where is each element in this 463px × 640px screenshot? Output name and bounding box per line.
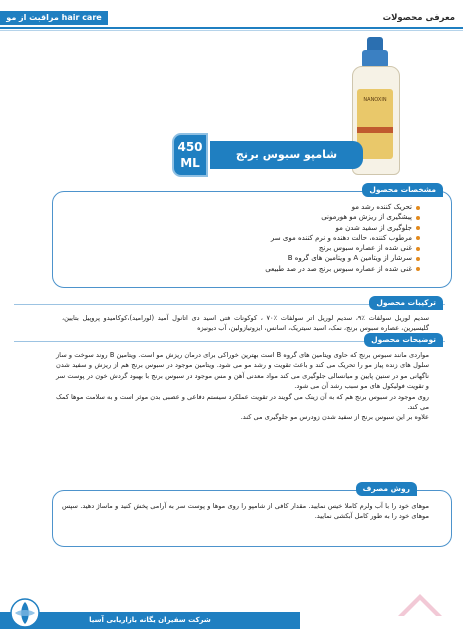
features-list-container bbox=[91, 202, 421, 274]
description-paragraph: مواردی مانند سبوس برنج که حاوی ویتامین های گروه B است بهترین خوراکی برای درمان ریزش مو است. ویتامین B روند سوخت و ساز سلول های زنده پیاز مو را تحریک می کند و باعث تقویت و رشد مو می شود. ویتامین موجود در سبوس برنج هم از ریزش و سفید شدن ناگهانی مو در سنین پایین و میانسالی جلوگیری می کند مواد معدنی آهن و مس موجود در سبوس برنج با بهبود گردش خون در پوست سر و تقویت فولیکول های مو سبب رشد آن می شود. bbox=[56, 351, 429, 391]
volume-badge bbox=[172, 133, 208, 177]
header-section-title: معرفی محصولات bbox=[382, 13, 455, 23]
feature-item: پیشگیری از ریزش مو هورمونی bbox=[91, 212, 421, 222]
ingredients-text: سدیم لوریل سولفات ٪۹، سدیم لوریل اتر سولفات ٪۷۰ ، کوکونات فتی اسید دی اتانول آمید (لورامید)،کوکامیدو پروپیل بتایین، گلیسیرین، عصاره سبوس برنج، نمک، اسید سیتریک، اسانس، ایزوتیازولین، آب دیونیزه bbox=[62, 314, 429, 333]
bottle-cap bbox=[367, 37, 383, 51]
description-title: توضیحات محصول bbox=[364, 333, 443, 347]
features-list bbox=[91, 202, 421, 274]
usage-text: موهای خود را با آب ولرم کاملا خیس نمایید. مقدار کافی از شامپو را روی موها و پوست سر به آرامی پخش کنید و ماساژ دهید. سپس موهای خود را به طور کامل آبکشی نمایید. bbox=[62, 502, 429, 521]
header-category-badge bbox=[0, 11, 108, 25]
description-paragraph: علاوه بر این سبوس برنج از سفید شدن زودرس مو جلوگیری می کند. bbox=[240, 413, 429, 422]
product-title: شامپو سبوس برنج bbox=[210, 141, 363, 169]
description-text bbox=[56, 350, 429, 423]
feature-item: سرشار از ویتامین A و ویتامین های گروه B bbox=[91, 253, 421, 263]
bottle-stripe bbox=[357, 127, 393, 133]
features-title: مشخصات محصول bbox=[362, 183, 443, 197]
bottle-label-text: NANOXIN bbox=[363, 97, 387, 103]
usage-title: روش مصرف bbox=[356, 482, 417, 496]
header-category: مراقبت از مو bbox=[6, 13, 59, 22]
decor-triangle-inner bbox=[404, 600, 436, 616]
description-paragraph: روی موجود در سبوس برنج هم که به آن زینک می گویند در تقویت عملکرد سیستم دفاعی و عصبی بدن موثر است و به سلامت موها کمک می کند. bbox=[56, 392, 429, 412]
header-brand: hair care bbox=[61, 13, 102, 22]
feature-item: تحریک کننده رشد مو bbox=[91, 202, 421, 212]
feature-item: غنی شده از عصاره سبوس برنج bbox=[91, 243, 421, 253]
header-divider bbox=[0, 27, 463, 29]
feature-item: غنی شده از عصاره سبوس برنج صد در صد طبیعی bbox=[91, 264, 421, 274]
feature-item: مرطوب کننده، حالت دهنده و نرم کننده موی سر bbox=[91, 233, 421, 243]
company-logo-icon bbox=[10, 598, 40, 628]
header-divider-light bbox=[0, 30, 463, 31]
ingredients-title: ترکیبات محصول bbox=[369, 296, 443, 310]
volume-unit: ML bbox=[180, 156, 200, 170]
feature-item: جلوگیری از سفید شدن مو bbox=[91, 223, 421, 233]
volume-number: 450 bbox=[177, 140, 203, 154]
footer-company: شرکت سفیران یگانه بازاریابی آسیا bbox=[0, 612, 300, 629]
